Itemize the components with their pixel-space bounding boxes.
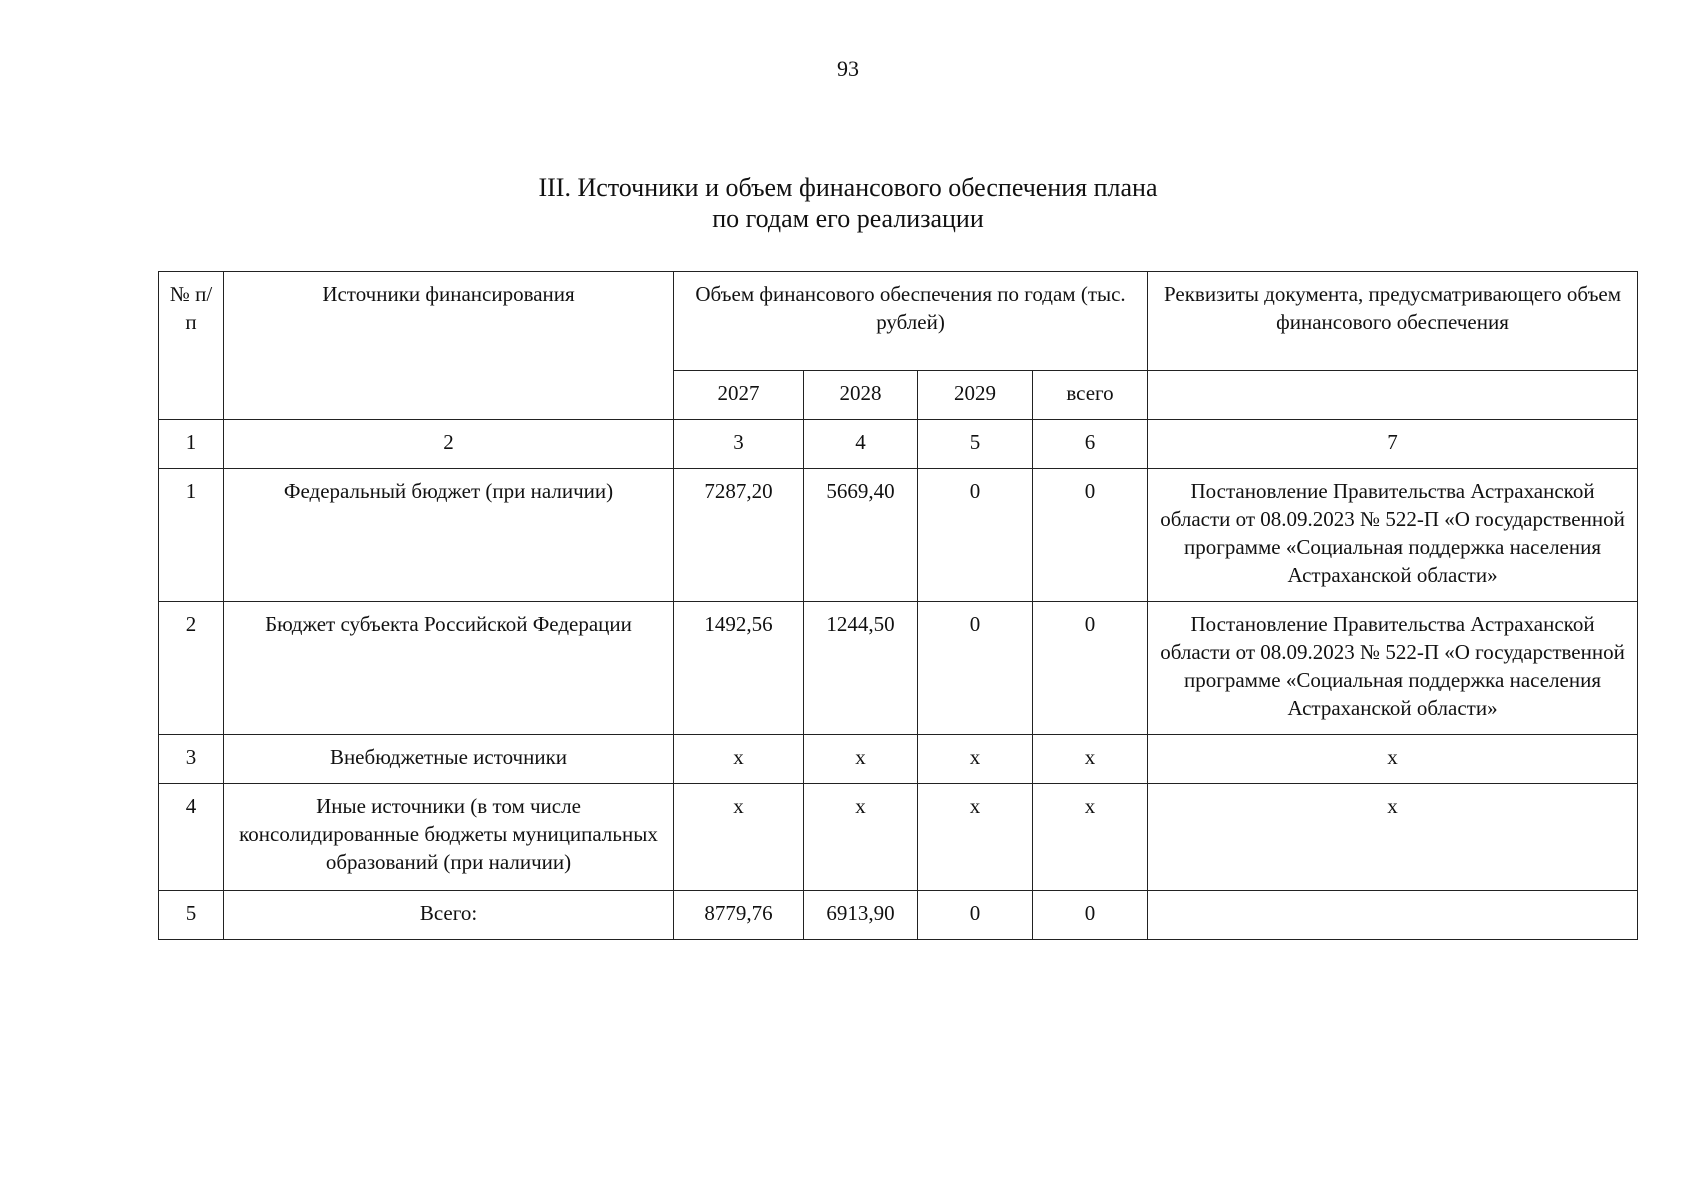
row-value-2027: х <box>674 784 804 891</box>
row-value-total: х <box>1033 735 1148 784</box>
header-year-2027: 2027 <box>674 371 804 420</box>
header-row <box>159 272 1638 371</box>
column-number: 4 <box>804 420 918 469</box>
row-value-2027: 1492,56 <box>674 602 804 735</box>
table-row <box>159 469 1638 602</box>
table-row-total <box>159 891 1638 940</box>
row-value-2029: 0 <box>918 602 1033 735</box>
row-value-total: 0 <box>1033 891 1148 940</box>
header-year-2029: 2029 <box>918 371 1033 420</box>
section-title-line-2: по годам его реализации <box>712 204 984 233</box>
row-value-total: 0 <box>1033 602 1148 735</box>
header-year-total: всего <box>1033 371 1148 420</box>
row-value-2029: 0 <box>918 469 1033 602</box>
row-num: 2 <box>159 602 224 735</box>
column-numbers-row <box>159 420 1638 469</box>
column-number: 7 <box>1148 420 1638 469</box>
row-value-2028: х <box>804 784 918 891</box>
column-number: 1 <box>159 420 224 469</box>
row-document: х <box>1148 784 1638 891</box>
row-value-2028: 6913,90 <box>804 891 918 940</box>
row-document <box>1148 891 1638 940</box>
column-number: 3 <box>674 420 804 469</box>
page-number: 93 <box>837 56 859 81</box>
header-source: Источники финансирования <box>224 272 674 420</box>
row-document: х <box>1148 735 1638 784</box>
row-num: 1 <box>159 469 224 602</box>
table-row <box>159 602 1638 735</box>
row-source: Федеральный бюджет (при наличии) <box>224 469 674 602</box>
table-row <box>159 735 1638 784</box>
header-year-2028: 2028 <box>804 371 918 420</box>
row-value-2027: 7287,20 <box>674 469 804 602</box>
row-num: 4 <box>159 784 224 891</box>
table-row <box>159 784 1638 891</box>
row-num: 3 <box>159 735 224 784</box>
row-value-2027: х <box>674 735 804 784</box>
row-source: Иные источники (в том числе консолидированные бюджеты муниципальных образований (при наличии) <box>224 784 674 891</box>
header-num: № п/п <box>159 272 224 420</box>
row-value-2028: 5669,40 <box>804 469 918 602</box>
row-value-2029: 0 <box>918 891 1033 940</box>
section-title-line-1: III. Источники и объем финансового обеспечения плана <box>538 173 1158 202</box>
financing-table <box>158 271 1638 940</box>
row-source: Внебюджетные источники <box>224 735 674 784</box>
column-number: 5 <box>918 420 1033 469</box>
row-num: 5 <box>159 891 224 940</box>
row-document: Постановление Правительства Астраханской области от 08.09.2023 № 522-П «О государственной программе «Социальная поддержка населения Астраханской области» <box>1148 469 1638 602</box>
row-source: Бюджет субъекта Российской Федерации <box>224 602 674 735</box>
row-value-2029: х <box>918 735 1033 784</box>
row-value-total: х <box>1033 784 1148 891</box>
header-requisites: Реквизиты документа, предусматривающего объем финансового обеспечения <box>1148 272 1638 371</box>
row-value-2028: 1244,50 <box>804 602 918 735</box>
row-value-total: 0 <box>1033 469 1148 602</box>
header-requisites-empty <box>1148 371 1638 420</box>
row-value-2027: 8779,76 <box>674 891 804 940</box>
row-value-2028: х <box>804 735 918 784</box>
section-title <box>0 172 1696 234</box>
column-number: 6 <box>1033 420 1148 469</box>
row-source: Всего: <box>224 891 674 940</box>
row-value-2029: х <box>918 784 1033 891</box>
column-number: 2 <box>224 420 674 469</box>
row-document: Постановление Правительства Астраханской области от 08.09.2023 № 522-П «О государственной программе «Социальная поддержка населения Астраханской области» <box>1148 602 1638 735</box>
header-volume: Объем финансового обеспечения по годам (тыс. рублей) <box>674 272 1148 371</box>
